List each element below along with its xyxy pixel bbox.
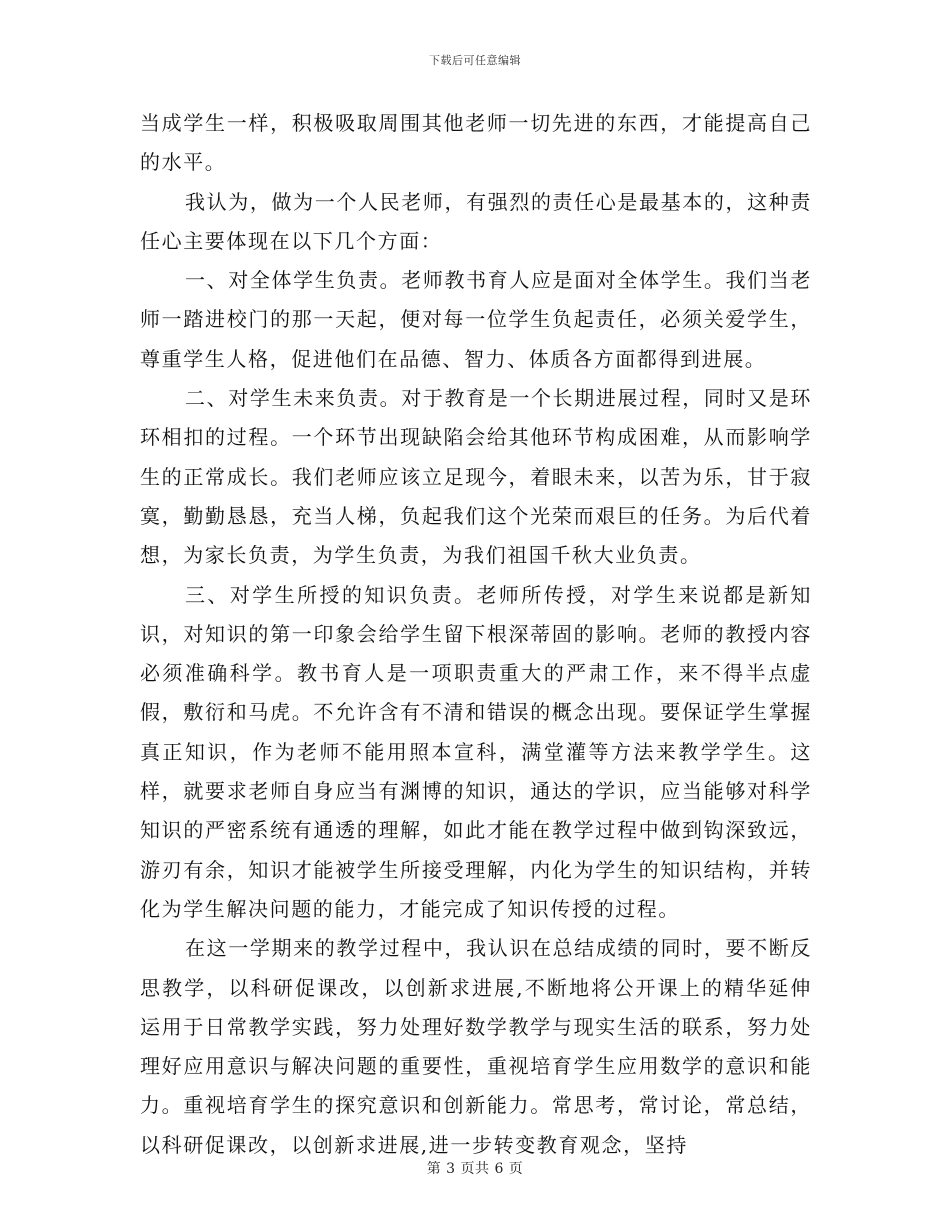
page-number: 第 3 页共 6 页 [426, 1161, 524, 1177]
document-body [140, 104, 812, 1165]
page-header: 下载后可任意编辑 [429, 54, 521, 67]
paragraph-reflection: 在这一学期来的教学过程中，我认识在总结成绩的同时，要不断反思教学，以科研促课改，以创新求进展,不断地将公开课上的精华延伸运用于日常教学实践，努力处理好数学教学与现实生活的联系，努力处理好应用意识与解决问题的重要性，重视培育学生应用数学的意识和能力。重视培育学生的探究意识和创新能力。常思考，常讨论，常总结，以科研促课改，以创新求进展,进一步转变教育观念，坚持 [140, 936, 812, 1157]
paragraph-continuation: 当成学生一样，积极吸取周围其他老师一切先进的东西，才能提高自己的水平。 [140, 111, 812, 175]
paragraph-point-two: 二、对学生未来负责。对于教育是一个长期进展过程，同时又是环环相扣的过程。一个环节出现缺陷会给其他环节构成困难，从而影响学生的正常成长。我们老师应该立足现今，着眼未来，以苦为乐，甘于寂寞，勤勤恳恳，充当人梯，负起我们这个光荣而艰巨的任务。为后代着想，为家长负责，为学生负责，为我们祖国千秋大业负责。 [140, 386, 812, 568]
paragraph-responsibility-intro: 我认为，做为一个人民老师，有强烈的责任心是最基本的，这种责任心主要体现在以下几个方面： [140, 189, 812, 253]
paragraph-point-one: 一、对全体学生负责。老师教书育人应是面对全体学生。我们当老师一踏进校门的那一天起，便对每一位学生负起责任，必须关爱学生，尊重学生人格，促进他们在品德、智力、体质各方面都得到进展。 [140, 268, 812, 371]
paragraph-point-three: 三、对学生所授的知识负责。老师所传授，对学生来说都是新知识，对知识的第一印象会给学生留下根深蒂固的影响。老师的教授内容必须准确科学。教书育人是一项职责重大的严肃工作，来不得半点虚假，敷衍和马虎。不允许含有不清和错误的概念出现。要保证学生掌握真正知识，作为老师不能用照本宣科，满堂灌等方法来教学学生。这样，就要求老师自身应当有渊博的知识，通达的学识，应当能够对科学知识的严密系统有通透的理解，如此才能在教学过程中做到钩深致远，游刃有余，知识才能被学生所接受理解，内化为学生的知识结构，并转化为学生解决问题的能力，才能完成了知识传授的过程。 [140, 582, 812, 921]
